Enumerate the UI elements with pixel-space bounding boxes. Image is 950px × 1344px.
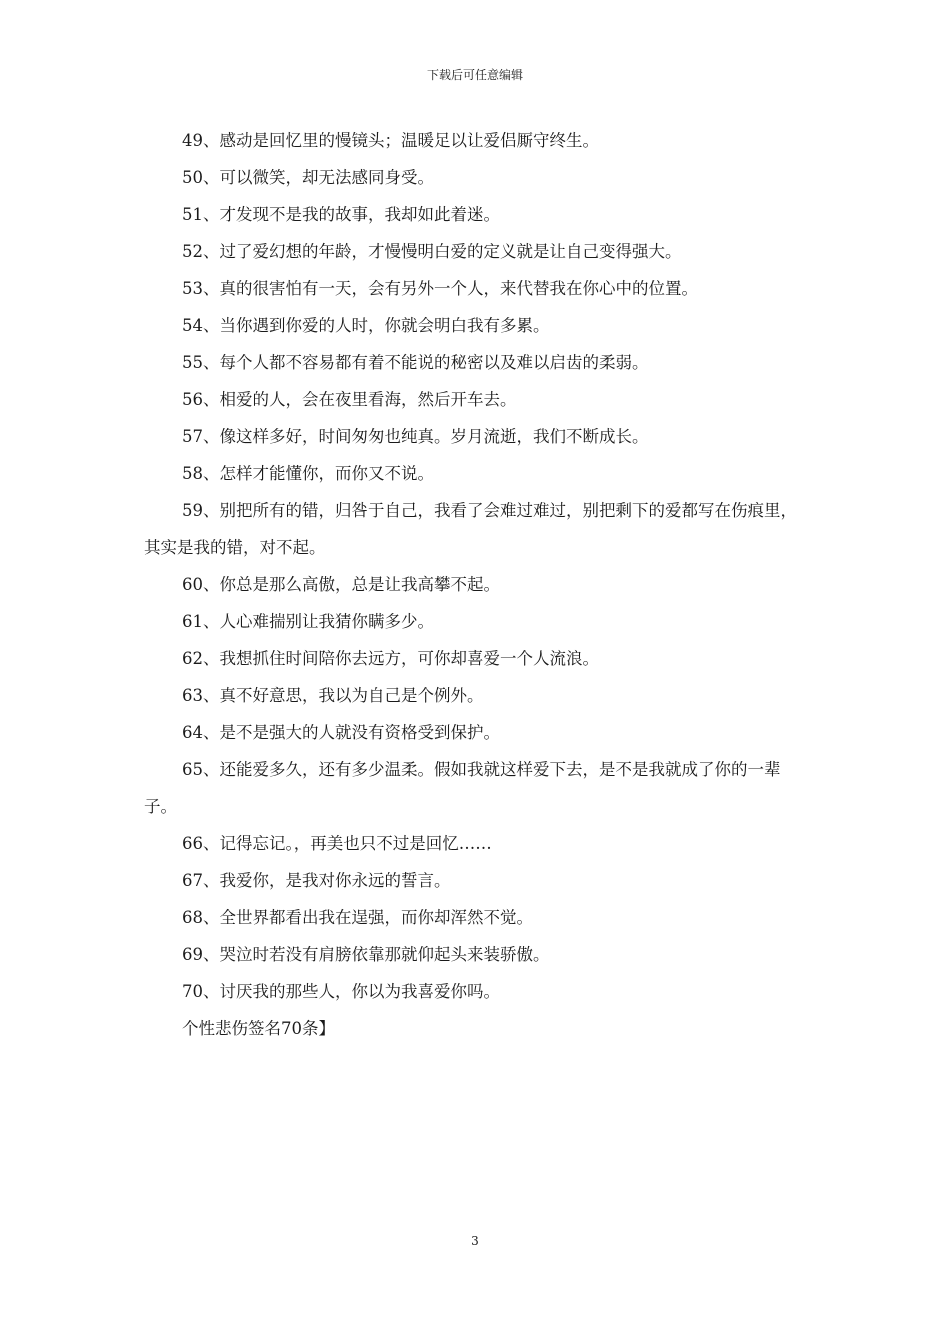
paragraph: 70、讨厌我的那些人，你以为我喜爱你吗。 (182, 982, 500, 1001)
paragraph: 68、全世界都看出我在逞强，而你却浑然不觉。 (182, 908, 533, 927)
document-body (144, 122, 812, 1047)
paragraph: 63、真不好意思，我以为自己是个例外。 (182, 686, 484, 705)
paragraph: 49、感动是回忆里的慢镜头；温暖足以让爱侣厮守终生。 (182, 131, 599, 150)
paragraph: 59、别把所有的错，归咎于自己，我看了会难过难过，别把剩下的爱都写在伤痕里，其实是我的错，对不起。 (144, 501, 797, 557)
paragraph: 67、我爱你，是我对你永远的誓言。 (182, 871, 451, 890)
paragraph: 53、真的很害怕有一天，会有另外一个人，来代替我在你心中的位置。 (182, 279, 698, 298)
paragraph: 60、你总是那么高傲，总是让我高攀不起。 (182, 575, 500, 594)
paragraph: 64、是不是强大的人就没有资格受到保护。 (182, 723, 500, 742)
paragraph: 58、怎样才能懂你，而你又不说。 (182, 464, 434, 483)
paragraph: 52、过了爱幻想的年龄，才慢慢明白爱的定义就是让自己变得强大。 (182, 242, 682, 261)
paragraph: 69、哭泣时若没有肩膀依靠那就仰起头来装骄傲。 (182, 945, 550, 964)
paragraph: 50、可以微笑，却无法感同身受。 (182, 168, 434, 187)
page-number: 3 (471, 1234, 479, 1248)
paragraph: 61、人心难揣别让我猜你瞒多少。 (182, 612, 434, 631)
paragraph: 65、还能爱多久，还有多少温柔。假如我就这样爱下去，是不是我就成了你的一辈子。 (144, 760, 781, 816)
paragraph: 66、记得忘记。，再美也只不过是回忆…… (182, 834, 492, 853)
paragraph: 54、当你遇到你爱的人时，你就会明白我有多累。 (182, 316, 550, 335)
paragraph: 62、我想抓住时间陪你去远方，可你却喜爱一个人流浪。 (182, 649, 599, 668)
paragraph: 55、每个人都不容易都有着不能说的秘密以及难以启齿的柔弱。 (182, 353, 649, 372)
paragraph: 57、像这样多好，时间匆匆也纯真。岁月流逝，我们不断成长。 (182, 427, 649, 446)
page-header: 下载后可任意编辑 (426, 68, 523, 82)
paragraph: 个性悲伤签名70条】 (182, 1019, 335, 1038)
paragraph: 56、相爱的人，会在夜里看海，然后开车去。 (182, 390, 517, 409)
paragraph: 51、才发现不是我的故事，我却如此着迷。 (182, 205, 500, 224)
